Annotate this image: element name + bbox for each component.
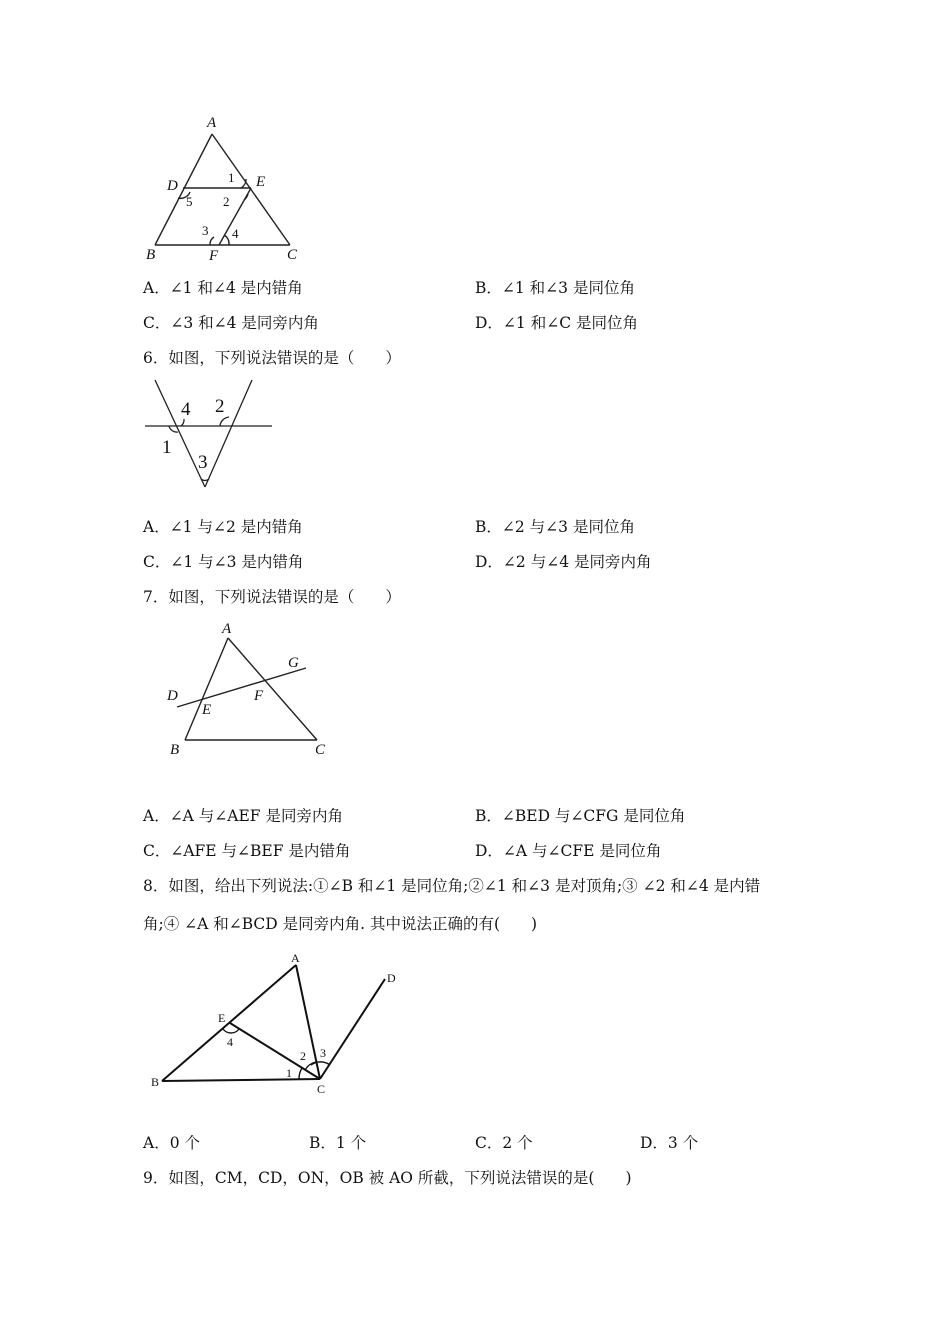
q7-side-ab [185,638,228,740]
q8-segment-ec [230,1023,320,1079]
q7-label-f: F [254,688,264,704]
q6-option-b[interactable]: B．∠2 与∠3 是同位角 [475,518,635,536]
q6-option-c[interactable]: C．∠1 与∠3 是内错角 [143,553,304,571]
q7-label-c: C [315,742,326,758]
q5-arc-2 [244,194,248,200]
q5-arc-3 [210,237,214,245]
q8-angle-2: 2 [300,1049,306,1063]
q7-option-a[interactable]: A．∠A 与∠AEF 是同旁内角 [143,807,343,825]
q5-option-a[interactable]: A．∠1 和∠4 是内错角 [143,279,303,297]
q8-segment-ba [162,965,296,1081]
q8-stem-line1: 8．如图，给出下列说法:①∠B 和∠1 是同位角;②∠1 和∠3 是对顶角;③ ∠2 和∠4 是内错 [143,877,761,895]
q5-option-d[interactable]: D．∠1 和∠C 是同位角 [475,314,638,332]
q7-diagram [160,616,340,761]
q8-option-d[interactable]: D．3 个 [640,1134,699,1152]
q5-label-d: D [167,178,178,194]
q8-arc-4 [223,1029,239,1033]
q7-figure [160,616,340,761]
q5-angle-3: 3 [202,223,209,238]
q6-angle-4: 4 [181,399,191,420]
q6-angle-1: 1 [162,437,172,458]
q7-option-c[interactable]: C．∠AFE 与∠BEF 是内错角 [143,842,351,860]
q5-arc-4 [224,235,229,245]
q9-stem: 9．如图，CM，CD，ON，OB 被 AO 所截，下列说法错误的是( ) [143,1169,632,1187]
q8-angle-3: 3 [320,1046,326,1060]
q8-label-c: C [317,1082,326,1096]
q5-label-a: A [207,115,217,131]
q8-diagram [145,948,415,1098]
q8-angle-1: 1 [286,1066,292,1080]
q8-option-c[interactable]: C．2 个 [475,1134,533,1152]
q8-angle-4: 4 [227,1035,233,1049]
q6-angle-2: 2 [215,396,225,417]
q8-segment-bc [162,1079,320,1081]
q8-option-a[interactable]: A．0 个 [143,1134,200,1152]
q8-option-b[interactable]: B．1 个 [309,1134,367,1152]
q5-diagram [140,112,320,267]
q7-label-e: E [202,702,212,718]
q6-option-d[interactable]: D．∠2 与∠4 是同旁内角 [475,553,652,571]
q7-line-dg [177,668,306,707]
q6-arc-4 [181,419,184,426]
q5-angle-4: 4 [232,226,239,241]
q5-angle-1: 1 [228,170,235,185]
q8-label-e: E [218,1011,226,1025]
q6-figure [140,375,280,495]
q5-label-c: C [287,247,298,263]
q8-label-b: B [151,1075,160,1089]
q7-label-d: D [167,688,178,704]
q6-diagram [140,375,280,495]
q5-figure [140,112,320,267]
q6-option-a[interactable]: A．∠1 与∠2 是内错角 [143,518,303,536]
q7-label-a: A [222,621,232,637]
q6-arc-3 [201,479,209,481]
q6-arc-2 [220,417,229,426]
q5-option-b[interactable]: B．∠1 和∠3 是同位角 [475,279,635,297]
q6-right-line [205,380,252,487]
q7-option-b[interactable]: B．∠BED 与∠CFG 是同位角 [475,807,686,825]
q8-label-a: A [291,951,300,965]
q5-label-e: E [256,174,266,190]
q6-stem: 6．如图，下列说法错误的是（ ） [143,349,401,367]
q8-label-d: D [387,971,396,985]
q7-side-ac [228,638,317,740]
q6-angle-3: 3 [198,452,208,473]
q5-option-c[interactable]: C．∠3 和∠4 是同旁内角 [143,314,319,332]
q8-arc-1 [299,1068,302,1079]
q7-stem: 7．如图，下列说法错误的是（ ） [143,588,401,606]
q7-label-g: G [288,655,299,671]
q5-angle-2: 2 [223,194,230,209]
q7-option-d[interactable]: D．∠A 与∠CFE 是同位角 [475,842,662,860]
q5-label-b: B [146,247,156,263]
q5-side-ac [212,134,290,245]
q8-stem-line2: 角;④ ∠A 和∠BCD 是同旁内角. 其中说法正确的有( ) [143,915,538,933]
q5-label-f: F [209,248,219,264]
q8-figure [145,948,415,1098]
q5-angle-5: 5 [186,194,193,209]
q7-label-b: B [170,742,180,758]
